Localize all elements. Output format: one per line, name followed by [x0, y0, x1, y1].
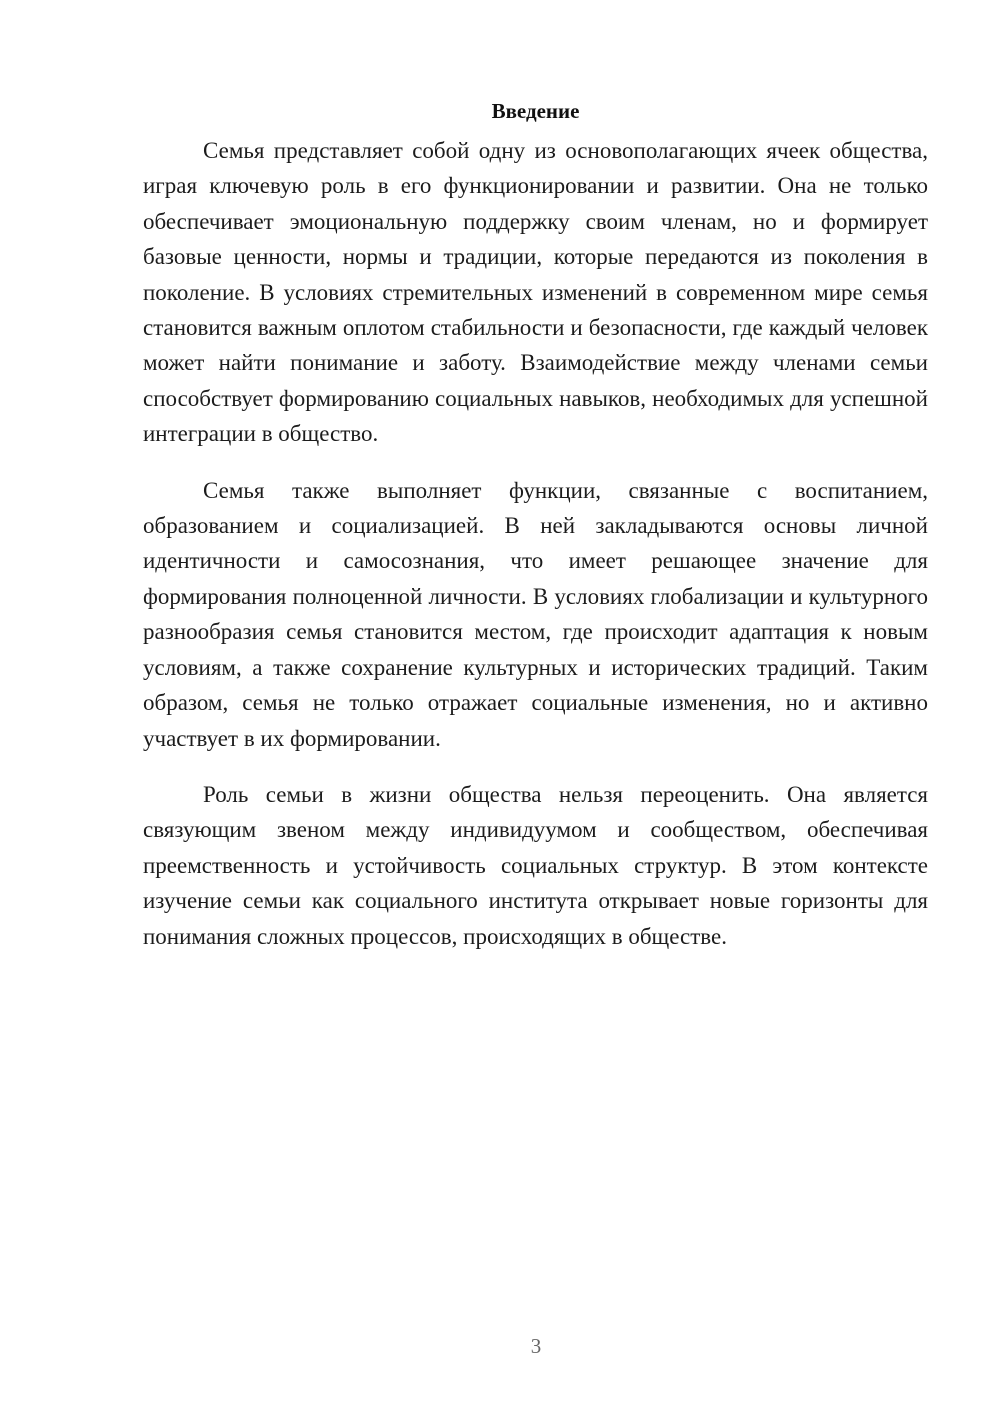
section-heading: Введение — [491, 99, 580, 123]
paragraph-2: Семья также выполняет функции, связанные с воспитанием, образованием и социализацией. В ней закладываются основы личной идентичности и самосознания, что имеет решающее значение для формирования полноценной личности. В условиях глобализации и культурного разнообразия семья становится местом, где происходит адаптация к новым условиям, а также сохранение культурных и исторических традиций. Таким образом, семья не только отражает социальные изменения, но и активно участвует в их формировании. — [143, 477, 928, 751]
page-content — [143, 92, 928, 975]
paragraph-3: Роль семьи в жизни общества нельзя переоценить. Она является связующим звеном между индивидуумом и сообществом, обеспечивая преемственность и устойчивость социальных структур. В этом контексте изучение семьи как социального института открывает новые горизонты для понимания сложных процессов, происходящих в обществе. — [143, 781, 928, 949]
paragraph-1: Семья представляет собой одну из основополагающих ячеек общества, играя ключевую роль в его функционировании и развитии. Она не только обеспечивает эмоциональную поддержку своим членам, но и формирует базовые ценности, нормы и традиции, которые передаются из поколения в поколение. В условиях стремительных изменений в современном мире семья становится важным оплотом стабильности и безопасности, где каждый человек может найти понимание и заботу. Взаимодействие между членами семьи способствует формированию социальных навыков, необходимых для успешной интеграции в общество. — [143, 138, 928, 447]
page-number: 3 — [530, 1334, 542, 1358]
